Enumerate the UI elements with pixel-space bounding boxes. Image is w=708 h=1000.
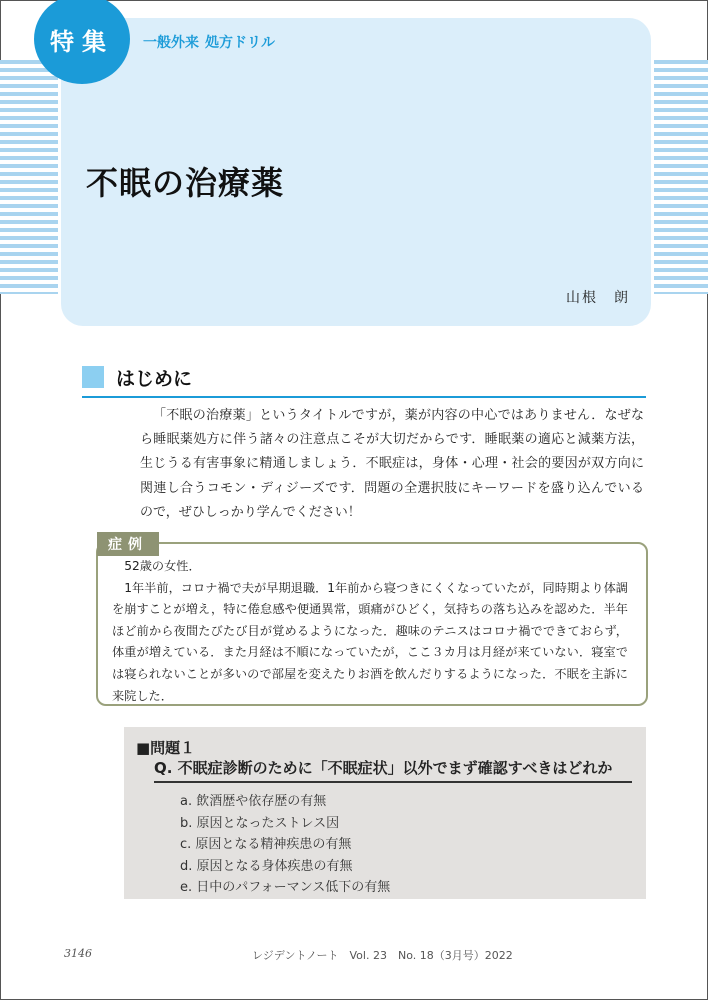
section-heading-text: はじめに — [116, 368, 193, 390]
answer-option-b: b. 原因となったストレス因 — [180, 815, 340, 831]
article-title: 不眠の治療薬 — [86, 164, 285, 202]
section-heading — [82, 366, 646, 398]
question-box — [124, 727, 646, 899]
decorative-stripes-right — [654, 60, 708, 294]
feature-badge: 特集 — [34, 0, 130, 84]
case-label-tab: 症例 — [97, 532, 159, 556]
series-label-b: 処方ドリル — [205, 35, 275, 51]
case-box — [96, 537, 648, 706]
answer-option-d: d. 原因となる身体疾患の有無 — [180, 858, 353, 874]
case-line-2: 1年半前，コロナ禍で夫が早期退職．1年前から寝つきにくくなっていたが，同時期より体調を崩すことが増え，特に倦怠感や便通異常，頭痛がひどく，気持ちの落ち込みを認めた．半年ほど前から夜間たびたび目が覚めるようになった．趣味のテニスはコロナ禍でできておらず，体重が増えている．また月経は不順になっていたが，ここ３カ月は月経が来ていない．寝室では寝られないことが多いので部屋を変えたりお酒を飲んだりするようになった．不眠を主訴に来院した． — [112, 580, 628, 703]
series-label — [143, 32, 275, 52]
answer-option-a: a. 飲酒歴や依存歴の有無 — [180, 794, 327, 809]
case-text — [112, 556, 628, 707]
answer-options — [180, 791, 390, 899]
author-name: 山根 朗 — [566, 290, 630, 306]
case-line-1: 52歳の女性． — [124, 559, 201, 573]
journal-info: レジデントノート Vol. 23 No. 18（3月号）2022 — [252, 949, 513, 962]
section-marker-square — [82, 366, 104, 388]
answer-option-c: c. 原因となる精神疾患の有無 — [180, 837, 352, 852]
question-label: ■問題１ — [136, 739, 196, 757]
question-text: Q. 不眠症診断のために「不眠症状」以外でまず確認すべきはどれか — [154, 757, 632, 783]
intro-text — [140, 404, 644, 525]
decorative-stripes-left — [0, 60, 58, 294]
series-label-a: 一般外来 — [143, 35, 199, 51]
page-number: 3146 — [64, 947, 92, 960]
intro-paragraph: 「不眠の治療薬」というタイトルですが，薬が内容の中心ではありません．なぜなら睡眠薬処方に伴う諸々の注意点こそが大切だからです．睡眠薬の適応と減薬方法，生じうる有害事象に精通しましょう．不眠症は，身体・心理・社会的要因が双方向に関連し合うコモン・ディジーズです．問題の全選択肢にキーワードを盛り込んでいるので，ぜひしっかり学んでください！ — [140, 408, 644, 520]
answer-option-e: e. 日中のパフォーマンス低下の有無 — [180, 880, 391, 895]
